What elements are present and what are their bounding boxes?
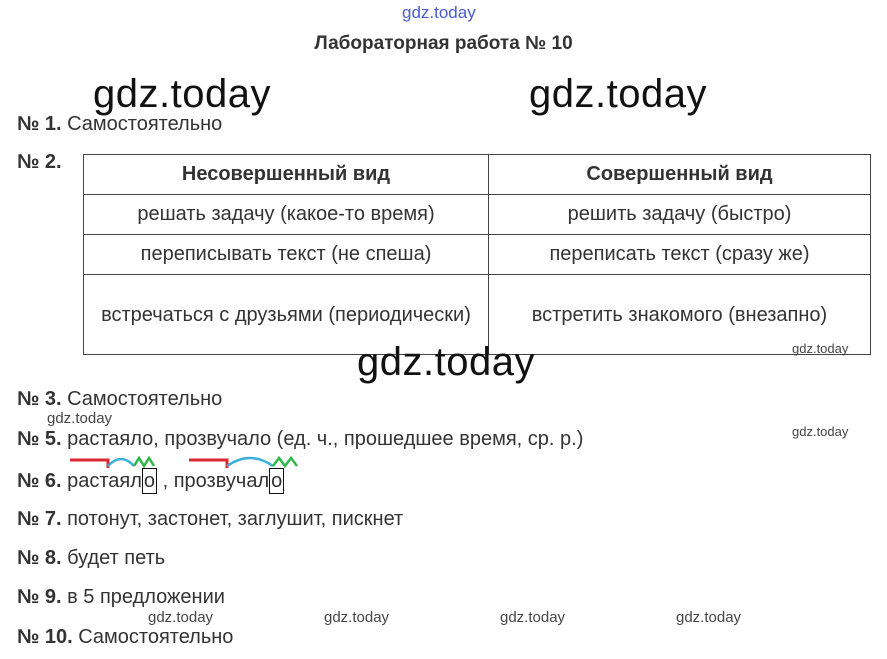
item-6 xyxy=(17,468,284,494)
table-cell: решать задачу (какое-то время) xyxy=(84,195,489,235)
item-number: № 8. xyxy=(17,547,62,569)
item-8 xyxy=(17,547,165,570)
watermark-table-corner: gdz.today xyxy=(792,341,849,356)
item-number: № 7. xyxy=(17,508,62,530)
item-7 xyxy=(17,508,403,531)
suffix-mark xyxy=(108,459,134,466)
root-mark xyxy=(273,458,297,466)
watermark-bottom-3: gdz.today xyxy=(500,609,566,626)
prefix-mark xyxy=(189,460,227,468)
item-number: № 3. xyxy=(17,388,62,410)
watermark-top: gdz.today xyxy=(402,3,476,22)
page-title: Лабораторная работа № 10 xyxy=(314,33,573,54)
table-cell: переписывать текст (не спеша) xyxy=(84,235,489,275)
item-9 xyxy=(17,586,225,609)
word2-stem: прозвучал xyxy=(173,470,270,492)
root-mark xyxy=(134,458,154,466)
watermark-big-center: gdz.today xyxy=(357,340,535,384)
watermark-small-left: gdz.today xyxy=(47,410,113,427)
item-number: № 10. xyxy=(17,626,73,648)
table-cell: встречаться с друзьями (периодически) xyxy=(84,275,489,355)
word2-ending: о xyxy=(271,470,283,492)
watermark-big-right: gdz.today xyxy=(529,72,707,116)
item-text: Самостоятельно xyxy=(67,113,223,135)
item-text: будет петь xyxy=(67,547,166,569)
watermark-bottom-2: gdz.today xyxy=(324,609,390,626)
watermark-small-right: gdz.today xyxy=(792,424,849,439)
header-imperfective: Несовершенный вид xyxy=(84,155,489,195)
item-number: № 9. xyxy=(17,586,62,608)
word1-ending: о xyxy=(143,470,156,492)
watermark-bottom-1: gdz.today xyxy=(148,609,214,626)
watermark-big-left: gdz.today xyxy=(93,72,271,116)
item-text: Самостоятельно xyxy=(78,626,234,648)
table-cell: решить задачу (быстро) xyxy=(489,195,871,235)
item-number: № 1. xyxy=(17,113,62,135)
table-cell: переписать текст (сразу же) xyxy=(489,235,871,275)
header-perfective: Совершенный вид xyxy=(489,155,871,195)
prefix-mark xyxy=(70,460,108,468)
item-text: потонут, застонет, заглушит, пискнет xyxy=(67,508,404,530)
item-text: растаяло, прозвучало (ед. ч., прошедшее время, ср. р.) xyxy=(67,428,584,450)
item-text: в 5 предложении xyxy=(67,586,225,608)
watermark-bottom-4: gdz.today xyxy=(676,609,742,626)
item-number: № 5. xyxy=(17,428,62,450)
item-number: № 6. xyxy=(17,470,62,492)
item-10 xyxy=(17,626,233,649)
item-text: Самостоятельно xyxy=(67,388,223,410)
word1-stem: растаял xyxy=(67,470,142,492)
word-separator: , xyxy=(157,470,174,492)
table-cell: встретить знакомого (внезапно) xyxy=(489,275,871,355)
item-number: № 2. xyxy=(17,151,62,173)
suffix-mark xyxy=(227,458,273,466)
